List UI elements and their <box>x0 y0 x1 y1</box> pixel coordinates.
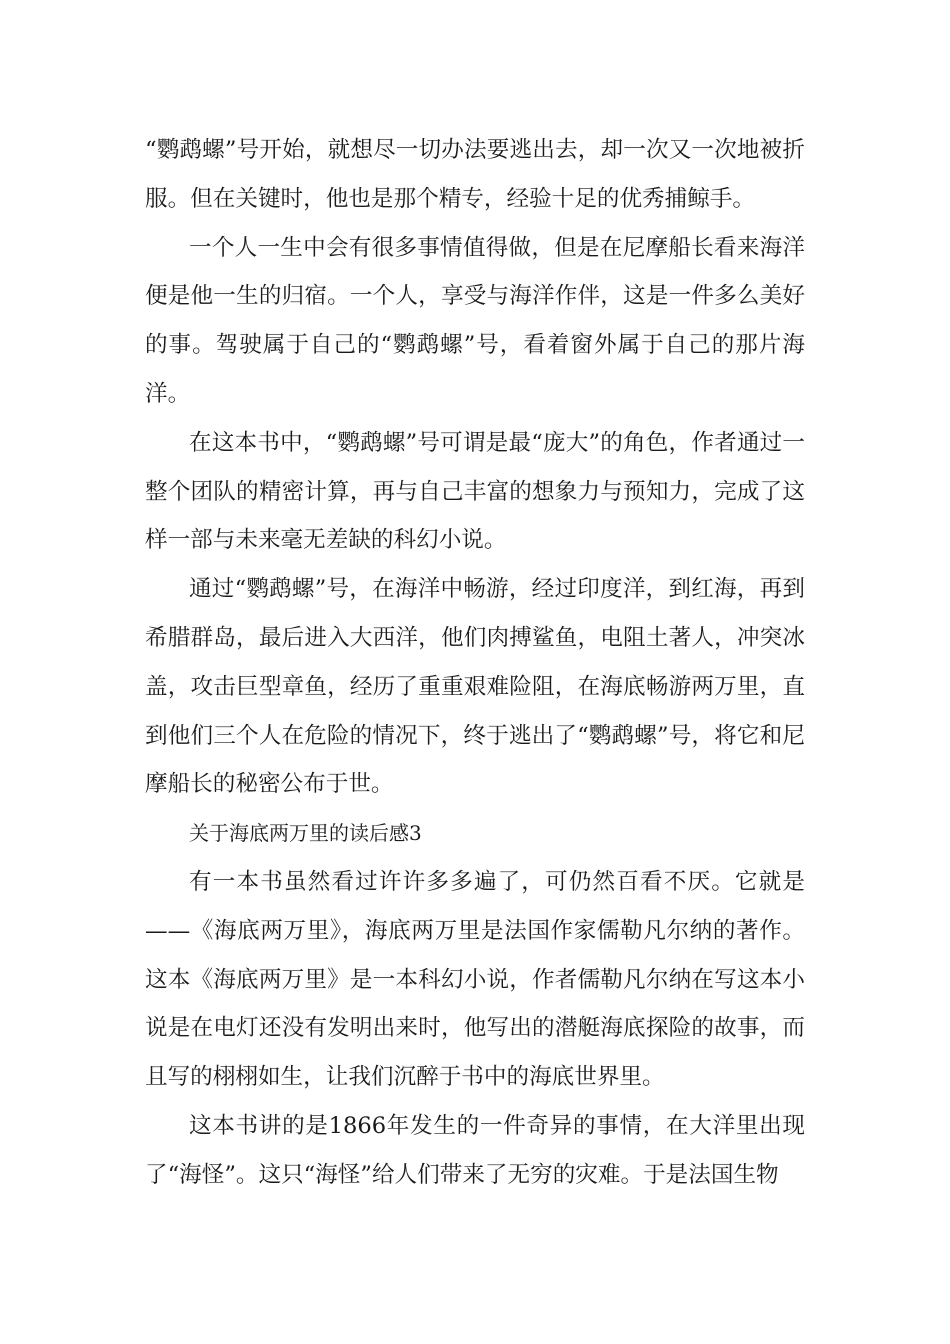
paragraph-nautilus-role: 在这本书中，“鹦鹉螺”号可谓是最“庞大”的角色，作者通过一整个团队的精密计算，再与自己丰富的想象力与预知力，完成了这样一部与未来毫无差缺的科幻小说。 <box>145 429 805 554</box>
paragraph-book-intro: 有一本书虽然看过许许多多遍了，可仍然百看不厌。它就是——《海底两万里》，海底两万里是法国作家儒勒凡尔纳的著作。这本《海底两万里》是一本科幻小说，作者儒勒凡尔纳在写这本小说是在电灯还没有发明出来时，他写出的潜艇海底探险的故事，而且写的栩栩如生，让我们沉醉于书中的海底世界里。 <box>145 868 805 1091</box>
paragraph-ocean-home: 一个人一生中会有很多事情值得做，但是在尼摩船长看来海洋便是他一生的归宿。一个人，享受与海洋作伴，这是一件多么美好的事。驾驶属于自己的“鹦鹉螺”号，看着窗外属于自己的那片海洋。 <box>145 234 805 407</box>
paragraph-story-start: 这本书讲的是1866年发生的一件奇异的事情，在大洋里出现了“海怪”。这只“海怪”给人们带来了无穷的灾难。于是法国生物 <box>145 1112 805 1188</box>
section-title: 关于海底两万里的读后感3 <box>189 821 422 846</box>
document-body <box>145 126 805 1200</box>
paragraph-continuation: “鹦鹉螺”号开始，就想尽一切办法要逃出去，却一次又一次地被折服。但在关键时，他也是那个精专，经验十足的优秀捕鲸手。 <box>145 137 805 212</box>
paragraph-voyage: 通过“鹦鹉螺”号，在海洋中畅游，经过印度洋，到红海，再到希腊群岛，最后进入大西洋，他们肉搏鲨鱼，电阻土著人，冲突冰盖，攻击巨型章鱼，经历了重重艰难险阻，在海底畅游两万里，直到他们三个人在危险的情况下，终于逃出了“鹦鹉螺”号，将它和尼摩船长的秘密公布于世。 <box>145 576 805 798</box>
